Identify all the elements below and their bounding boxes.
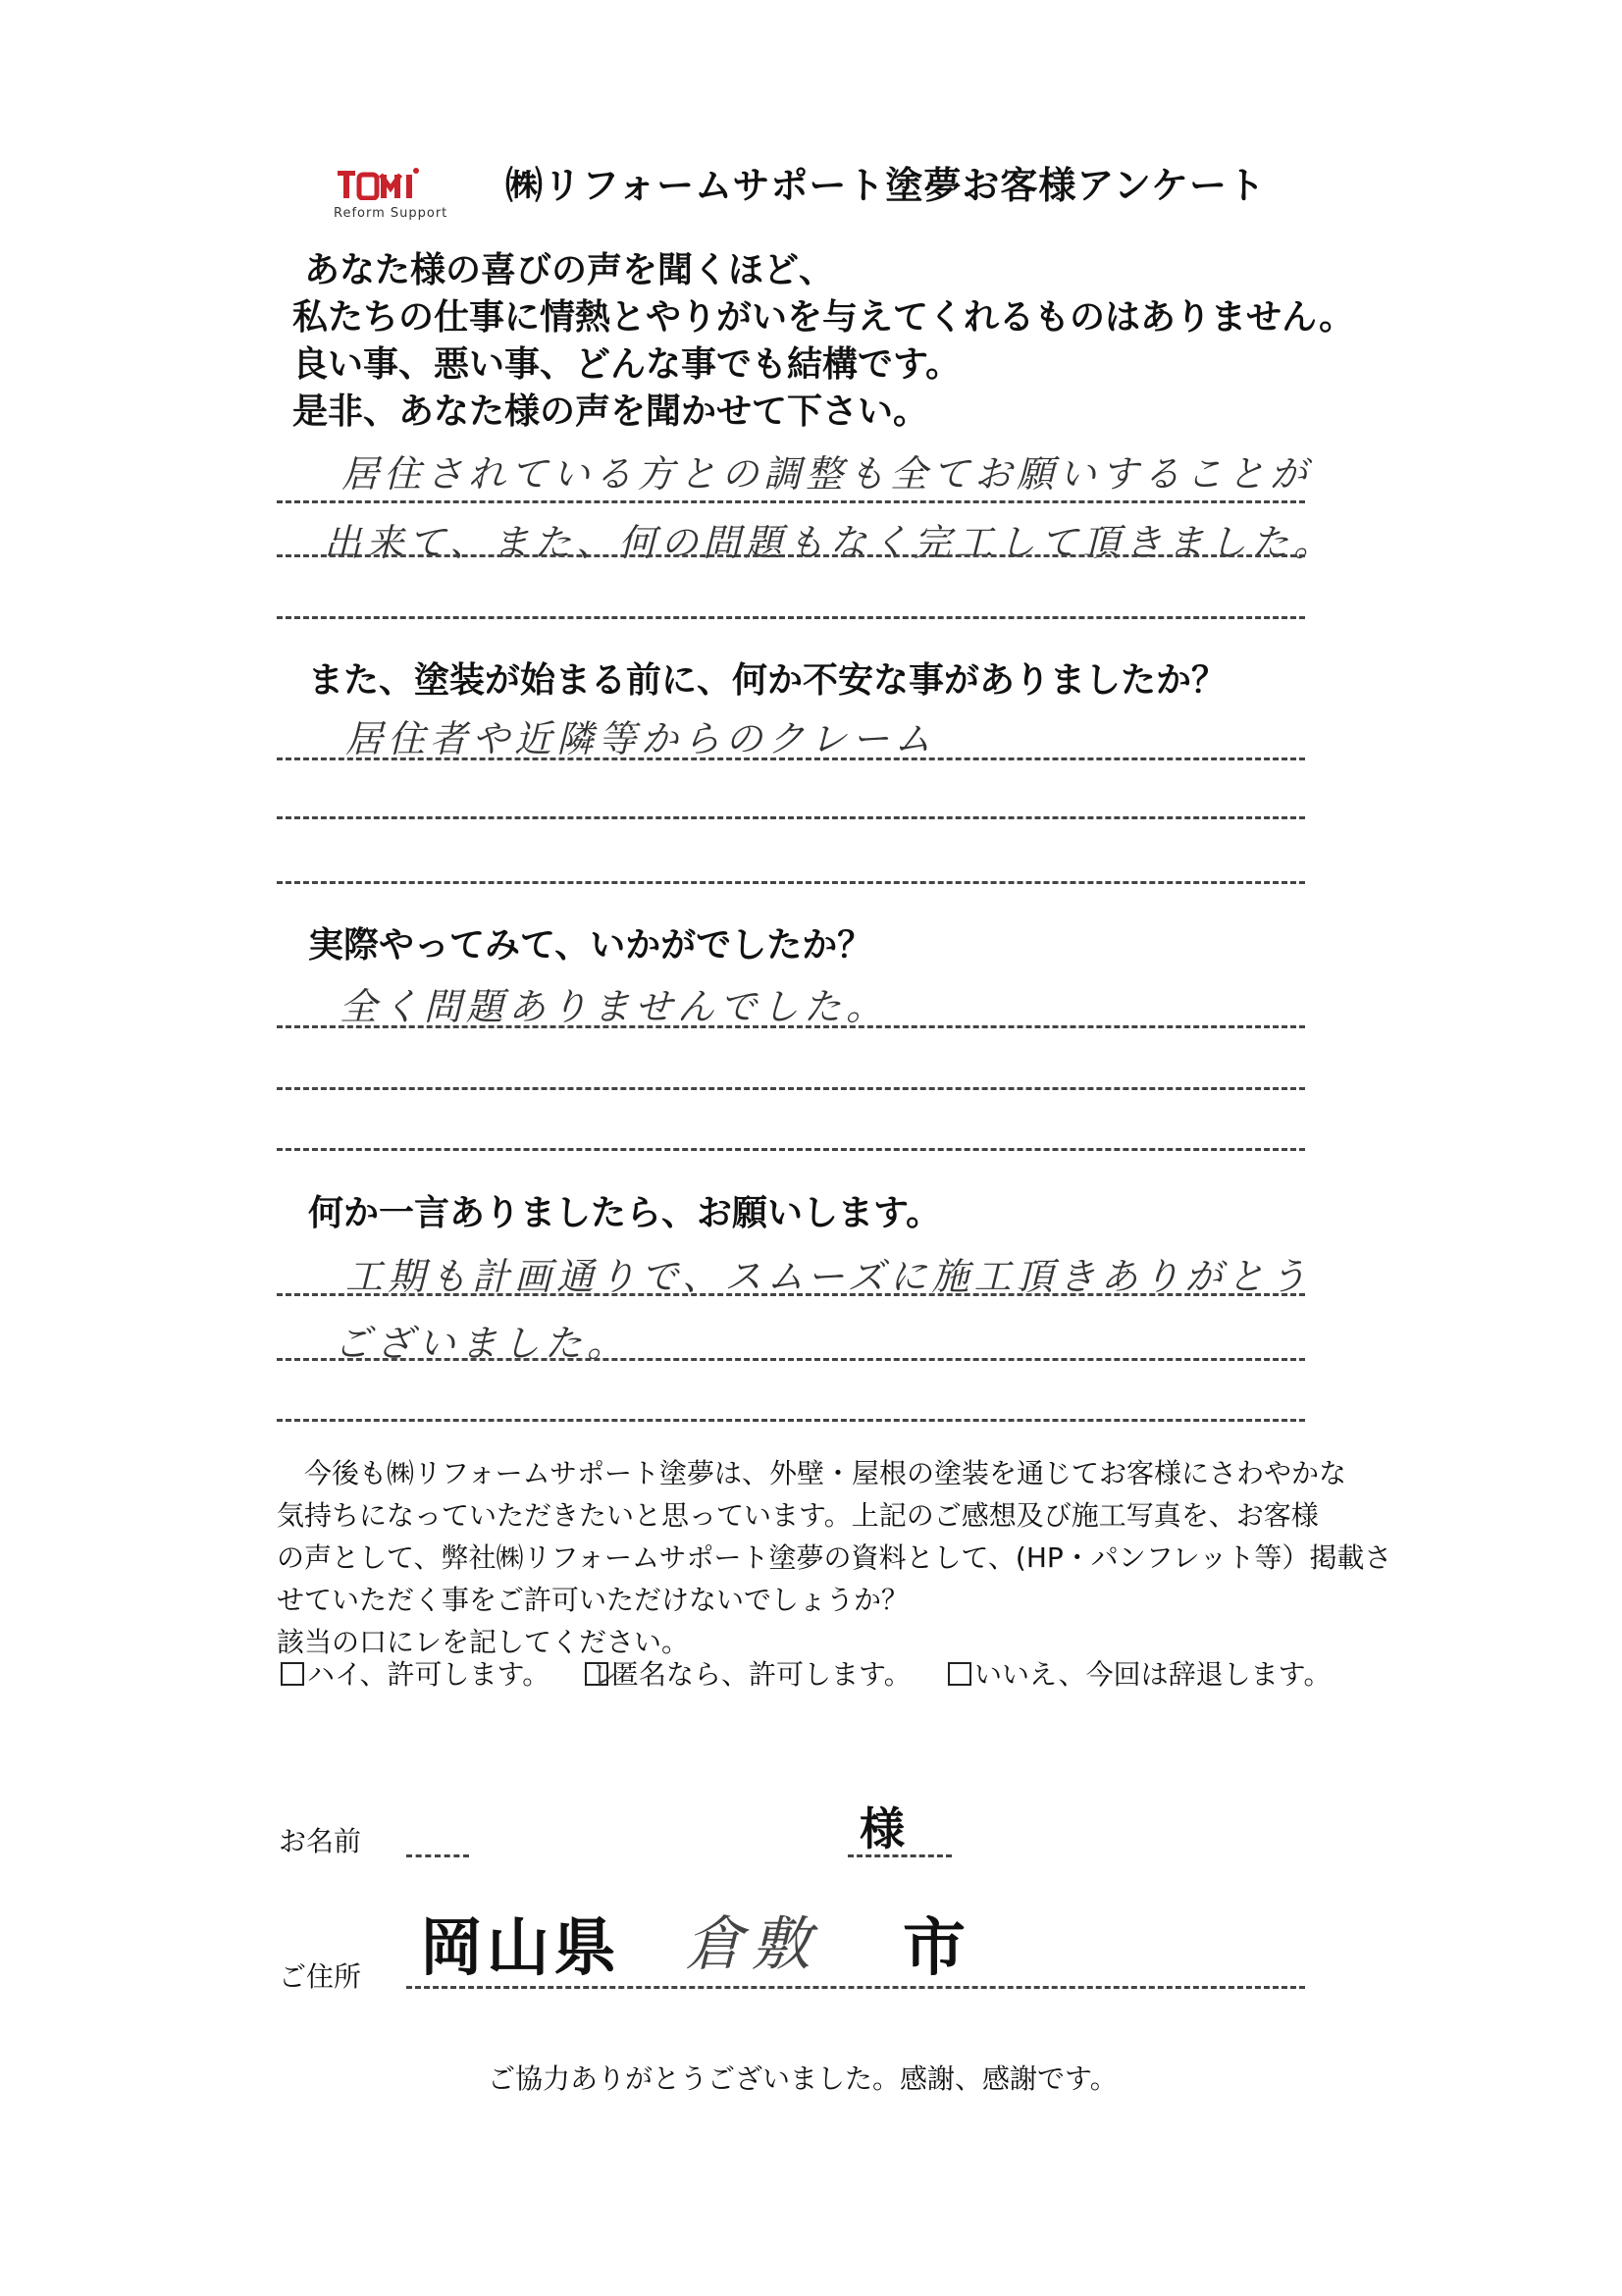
logo-subtitle: Reform Support (334, 206, 448, 221)
answer-line (277, 757, 1305, 760)
address-label: ご住所 (279, 1960, 362, 1993)
answer-line (277, 1025, 1305, 1028)
answer-2-line-1: 居住者や近隣等からのクレーム (345, 717, 937, 760)
address-city-handwritten: 倉敷 (685, 1910, 818, 1979)
permission-line: 該当の口にレを記してください。 (277, 1626, 690, 1658)
answer-1-line-1: 居住されている方との調整も全てお願いすることが (341, 452, 1313, 496)
answer-line (277, 816, 1305, 819)
name-line-left (406, 1854, 469, 1857)
answer-line (277, 1419, 1305, 1422)
survey-title: ㈱リフォームサポート塗夢お客様アンケート (505, 164, 1267, 207)
checkbox-anonymous[interactable] (585, 1658, 620, 1693)
name-suffix: 様 (860, 1802, 905, 1855)
name-line-right (848, 1854, 952, 1857)
company-logo (334, 167, 451, 226)
name-label: お名前 (279, 1825, 362, 1857)
permission-line: の声として、弊社㈱リフォームサポート塗夢の資料として、(HP・パンフレット等）掲載さ (277, 1541, 1392, 1574)
option-decline-label: いいえ、今回は辞退します。 (974, 1658, 1332, 1691)
option-decline[interactable] (948, 1653, 1331, 1693)
address-prefecture: 岡山県 (420, 1912, 620, 1985)
intro-line: 私たちの仕事に情熱とやりがいを与えてくれるものはありません。 (292, 297, 1355, 338)
option-anonymous-label: 匿名なら、許可します。 (611, 1658, 912, 1691)
answer-line (277, 1293, 1305, 1296)
answer-line (277, 1087, 1305, 1090)
answer-line (277, 500, 1305, 503)
permission-line: 気持ちになっていただきたいと思っています。上記のご感想及び施工写真を、お客様 (277, 1499, 1319, 1532)
answer-line (277, 616, 1305, 619)
address-city-suffix: 市 (903, 1912, 969, 1985)
answer-4-line-2: ございました。 (334, 1322, 630, 1365)
intro-line: 良い事、悪い事、どんな事でも結構です。 (292, 344, 962, 385)
intro-line: 是非、あなた様の声を聞かせて下さい。 (292, 391, 929, 432)
question-2: また、塗装が始まる前に、何か不安な事がありましたか？ (308, 660, 1228, 701)
answer-3-line-1: 全く問題ありませんでした。 (340, 985, 889, 1028)
answer-line (277, 881, 1305, 884)
check-mark-icon: レ (591, 1658, 620, 1693)
option-allow-label: ハイ、許可します。 (307, 1658, 550, 1691)
question-3: 実際やってみて、いかがでしたか？ (308, 925, 873, 965)
checkbox-decline[interactable] (948, 1662, 971, 1686)
logo-mark-icon (338, 167, 420, 200)
option-allow[interactable] (281, 1653, 549, 1693)
answer-4-line-1: 工期も計画通りで、スムーズに施工頂きありがとう (345, 1255, 1312, 1298)
intro-text (292, 247, 1354, 436)
option-anonymous[interactable] (585, 1653, 912, 1693)
permission-text (277, 1452, 1392, 1663)
permission-line: 今後も㈱リフォームサポート塗夢は、外壁・屋根の塗装を通じてお客様にさわやかな (277, 1457, 1347, 1489)
checkbox-allow[interactable] (281, 1662, 304, 1686)
answer-1-line-2: 出来て、また、何の問題もなく完工して頂きました。 (324, 521, 1336, 564)
answer-line (277, 554, 1305, 557)
address-line (406, 1986, 1305, 1989)
question-4: 何か一言ありましたら、お願いします。 (308, 1193, 942, 1233)
permission-line: せていただく事をご許可いただけないでしょうか？ (277, 1584, 910, 1616)
footer-thanks: ご協力ありがとうございました。感謝、感謝です。 (488, 2062, 1118, 2095)
intro-line: あなた様の喜びの声を聞くほど、 (304, 250, 835, 290)
answer-line (277, 1148, 1305, 1151)
answer-line (277, 1358, 1305, 1361)
